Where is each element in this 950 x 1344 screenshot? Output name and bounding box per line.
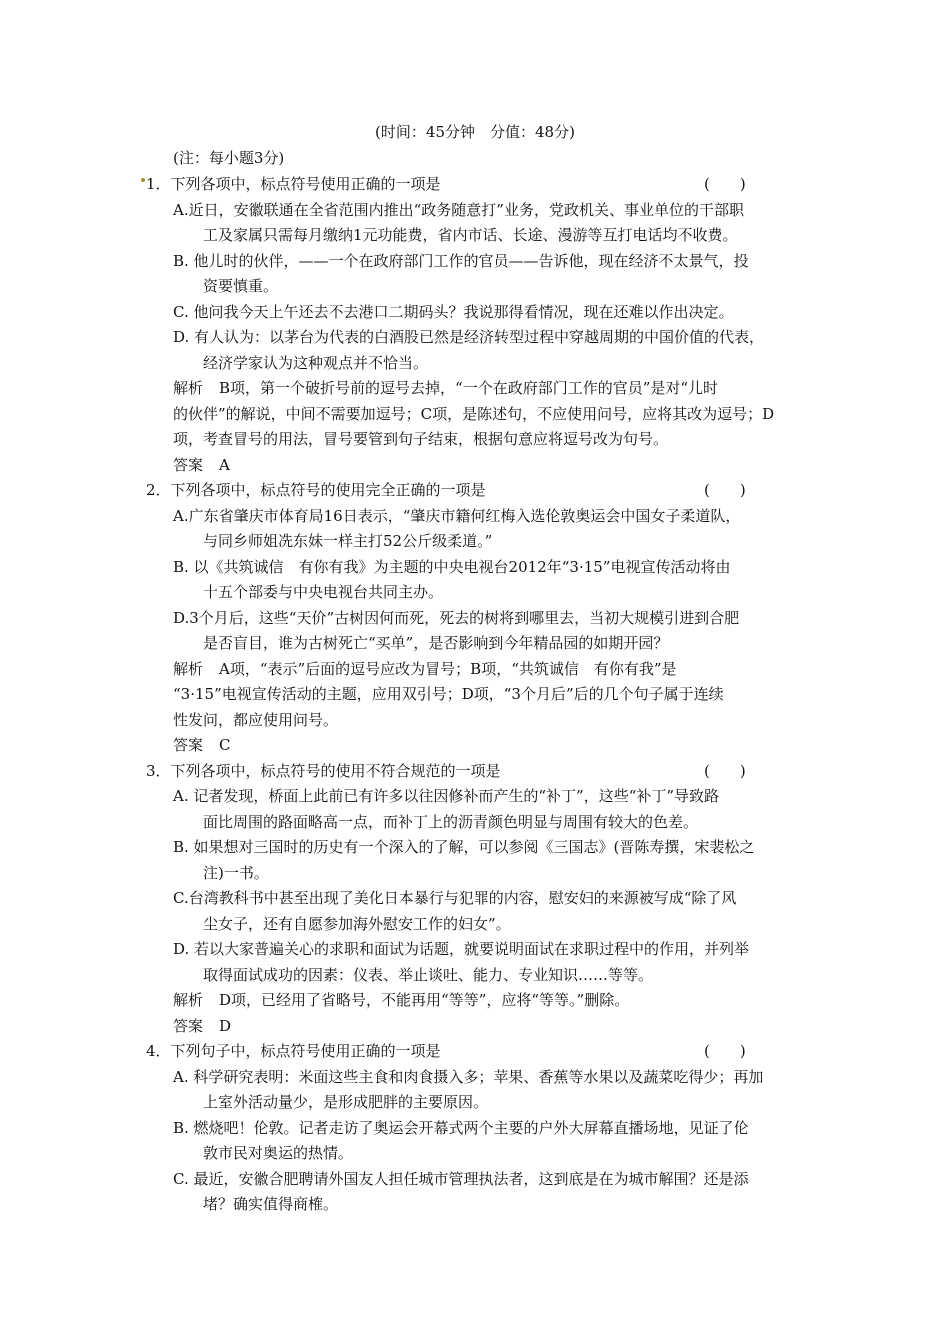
question-4-answer-blank: ( ) (704, 1042, 746, 1060)
q2-analysis-line2: “3·15”电视宣传活动的主题，应用双引号；D项，“3个月后”后的几个句子属于连续 (173, 685, 724, 703)
q3-option-c-line1: C.台湾教科书中甚至出现了美化日本暴行与犯罪的内容，慰安妇的来源被写成“除了风 (173, 889, 737, 907)
question-4-stem: 4．下列句子中，标点符号使用正确的一项是 (146, 1042, 441, 1060)
time-score-line: (时间：45分钟 分值：48分) (375, 123, 575, 141)
q3-option-b-line2: 注)一书。 (203, 864, 269, 882)
question-2-stem: 2．下列各项中，标点符号的使用完全正确的一项是 (146, 481, 486, 499)
q3-option-a-line1: A. 记者发现，桥面上此前已有许多以往因修补而产生的“补丁”，这些“补丁”导致路 (173, 787, 720, 805)
q1-option-d-line2: 经济学家认为这种观点并不恰当。 (203, 354, 429, 372)
question-1-answer-blank: ( ) (704, 175, 746, 193)
q1-answer: 答案 A (173, 456, 230, 474)
q3-analysis-line1: 解析 D项，已经用了省略号，不能再用“等等”，应将“等等。”删除。 (173, 991, 630, 1009)
q2-option-a-line2: 与同乡师姐冼东妹一样主打52公斤级柔道。” (203, 532, 493, 550)
q3-answer: 答案 D (173, 1017, 232, 1035)
answer-label: 答案 (173, 736, 204, 754)
q4-option-c-line1: C. 最近，安徽合肥聘请外国友人担任城市管理执法者，这到底是在为城市解围？还是添 (173, 1170, 749, 1188)
answer-label: 答案 (173, 456, 204, 474)
analysis-label: 解析 (173, 660, 204, 678)
q2-option-d-line1: D.3个月后，这些“天价”古树因何而死，死去的树将到哪里去，当初大规模引进到合肥 (173, 609, 740, 627)
answer-label: 答案 (173, 1017, 204, 1035)
question-2-answer-blank: ( ) (704, 481, 746, 499)
q4-option-a-line2: 上室外活动量少，是形成肥胖的主要原因。 (203, 1093, 489, 1111)
q3-option-b-line1: B. 如果想对三国时的历史有一个深入的了解，可以参阅《三国志》(晋陈寿撰，宋裴松之 (173, 838, 755, 856)
q2-option-b-line2: 十五个部委与中央电视台共同主办。 (203, 583, 444, 601)
q1-option-a-line2: 工及家属只需每月缴纳1元功能费，省内市话、长途、漫游等互打电话均不收费。 (203, 226, 738, 244)
q1-option-b-line2: 资要慎重。 (203, 277, 279, 295)
question-3-answer-blank: ( ) (704, 762, 746, 780)
q3-option-c-line2: 尘女子，还有自愿参加海外慰安工作的妇女”。 (203, 915, 511, 933)
q2-option-a-line1: A.广东省肇庆市体育局16日表示，“肇庆市籍何红梅入选伦敦奥运会中国女子柔道队， (173, 507, 741, 525)
question-1-stem: 1．下列各项中，标点符号使用正确的一项是 (146, 175, 441, 193)
q3-option-d-line1: D. 若以大家普遍关心的求职和面试为话题，就要说明面试在求职过程中的作用，并列举 (173, 940, 750, 958)
q1-option-a-line1: A.近日，安徽联通在全省范围内推出“政务随意打”业务，党政机关、事业单位的干部职 (173, 201, 744, 219)
q1-option-d-line1: D. 有人认为：以茅台为代表的白酒股已然是经济转型过程中穿越周期的中国价值的代表， (173, 328, 765, 346)
q3-option-a-line2: 面比周围的路面略高一点，而补丁上的沥青颜色明显与周围有较大的色差。 (203, 813, 699, 831)
q2-analysis-line1: 解析 A项，“表示”后面的逗号应改为冒号；B项，“共筑诚信 有你有我”是 (173, 660, 677, 678)
q4-option-b-line1: B. 燃烧吧！伦敦。记者走访了奥运会开幕式两个主要的户外大屏幕直播场地，见证了伦 (173, 1119, 749, 1137)
note-line: (注：每小题3分) (173, 149, 285, 167)
q1-analysis-line1: 解析 B项，第一个破折号前的逗号去掉，“一个在政府部门工作的官员”是对“儿时 (173, 379, 719, 397)
q4-option-a-line1: A. 科学研究表明：米面这些主食和肉食摄入多；苹果、香蕉等水果以及蔬菜吃得少；再加 (173, 1068, 764, 1086)
q1-analysis-line3: 项，考查冒号的用法，冒号要管到句子结束，根据句意应将逗号改为句号。 (173, 430, 669, 448)
q3-option-d-line2: 取得面试成功的因素：仪表、举止谈吐、能力、专业知识……等等。 (203, 966, 654, 984)
q4-option-c-line2: 堵？确实值得商榷。 (203, 1195, 339, 1213)
q2-answer: 答案 C (173, 736, 231, 754)
analysis-label: 解析 (173, 379, 204, 397)
question-3-stem: 3．下列各项中，标点符号的使用不符合规范的一项是 (146, 762, 501, 780)
q1-analysis-line2: 的伙伴”的解说，中间不需要加逗号；C项，是陈述句，不应使用问号，应将其改为逗号；D (173, 405, 775, 423)
q2-option-b-line1: B. 以《共筑诚信 有你有我》为主题的中央电视台2012年“3·15”电视宣传活动将由 (173, 558, 731, 576)
q2-analysis-line3: 性发问，都应使用问号。 (173, 711, 339, 729)
q1-option-b-line1: B. 他儿时的伙伴，——一个在政府部门工作的官员——告诉他，现在经济不太景气，投 (173, 252, 749, 270)
q1-option-c-line1: C. 他问我今天上午还去不去港口二期码头？我说那得看情况，现在还难以作出决定。 (173, 303, 734, 321)
q2-option-d-line2: 是否盲目，谁为古树死亡“买单”，是否影响到今年精品园的如期开园？ (203, 634, 669, 652)
q4-option-b-line2: 敦市民对奥运的热情。 (203, 1144, 354, 1162)
analysis-label: 解析 (173, 991, 204, 1009)
margin-dot (141, 178, 145, 182)
